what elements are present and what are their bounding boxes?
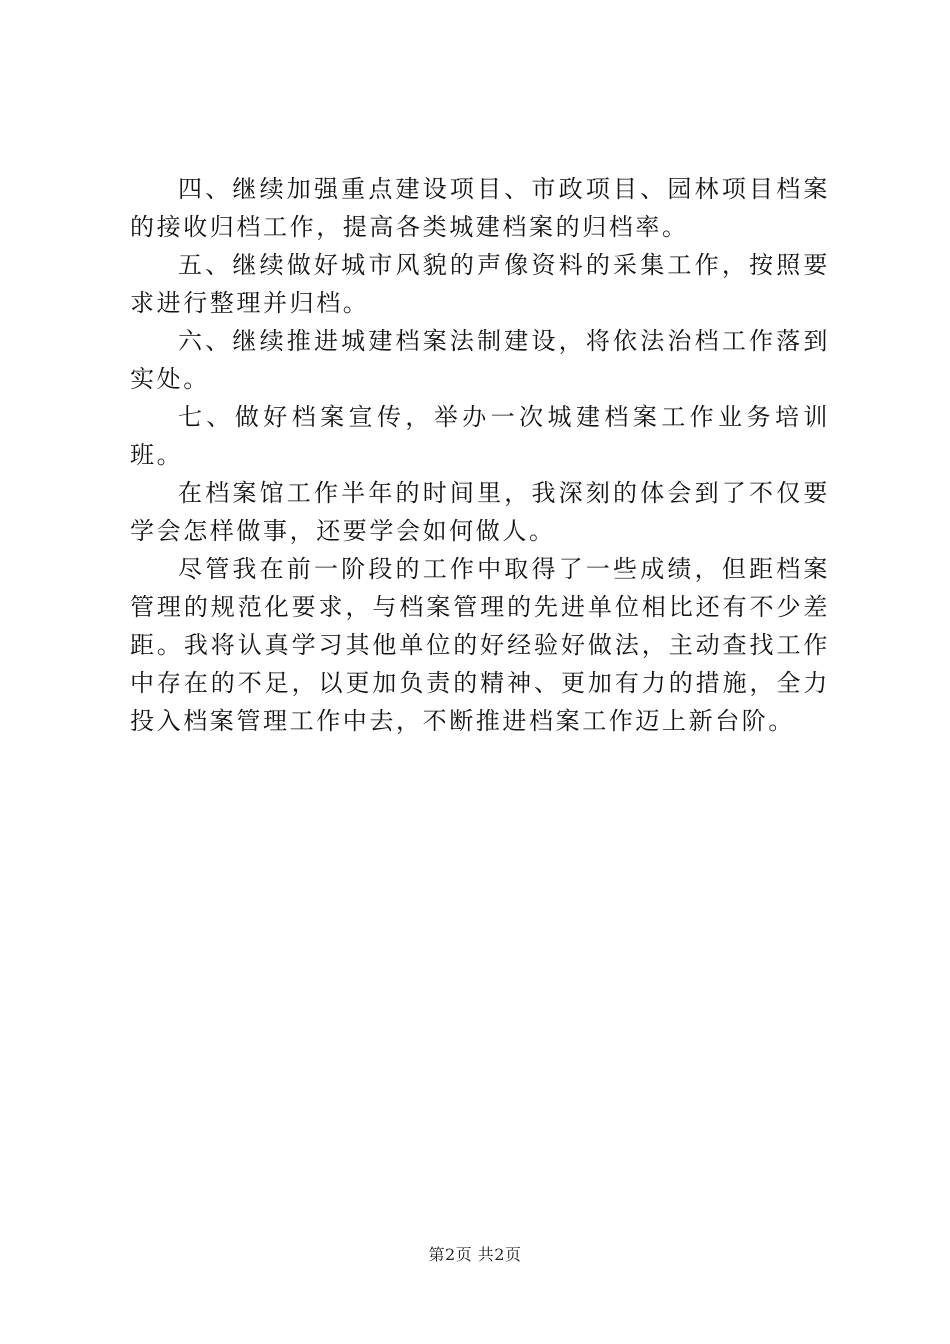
paragraph-reflection: 在档案馆工作半年的时间里，我深刻的体会到了不仅要学会怎样做事，还要学会如何做人。 bbox=[130, 479, 830, 545]
paragraph-item-5: 五、继续做好城市风貌的声像资料的采集工作，按照要求进行整理并归档。 bbox=[130, 251, 830, 317]
paragraph-item-6: 六、继续推进城建档案法制建设，将依法治档工作落到实处。 bbox=[130, 327, 830, 393]
paragraph-item-4: 四、继续加强重点建设项目、市政项目、园林项目档案的接收归档工作，提高各类城建档案的归档率。 bbox=[130, 175, 830, 241]
document-body bbox=[130, 170, 830, 740]
paragraph-conclusion: 尽管我在前一阶段的工作中取得了一些成绩，但距档案管理的规范化要求，与档案管理的先进单位相比还有不少差距。我将认真学习其他单位的好经验好做法，主动查找工作中存在的不足，以更加负责的精神、更加有力的措施，全力投入档案管理工作中去，不断推进档案工作迈上新台阶。 bbox=[130, 555, 830, 735]
page-footer: 第2页 共2页 bbox=[428, 1245, 522, 1264]
paragraph-item-7: 七、做好档案宣传，举办一次城建档案工作业务培训班。 bbox=[130, 403, 830, 469]
